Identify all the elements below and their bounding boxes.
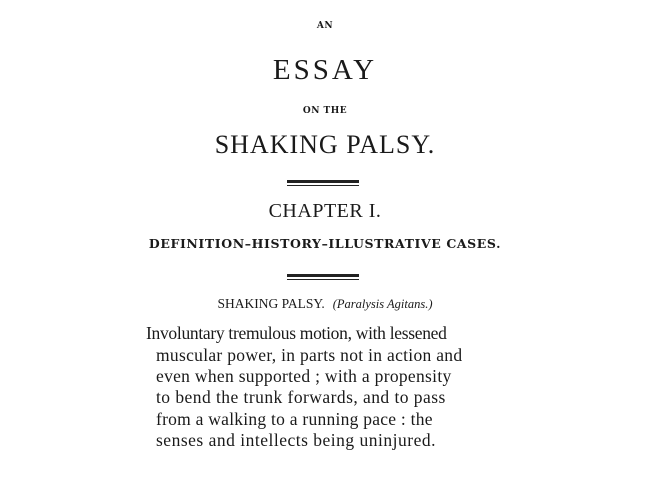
title-essay: ESSAY [272,54,378,86]
definition-line: senses and intellects being uninjured. [156,430,436,450]
title-on-the: ON THE [302,106,348,116]
double-rule-divider [287,180,359,186]
definition-line: from a walking to a running pace : the [156,409,433,429]
definition-line: muscular power, in parts not in action and [156,345,463,365]
section-heading-text: SHAKING PALSY. [217,296,325,311]
section-heading-latin: (Paralysis Agitans.) [332,297,433,311]
definition-line: Involuntary tremulous motion, with lessened [146,323,447,343]
definition-line: even when supported ; with a propensity [156,366,452,386]
section-heading [0,296,650,312]
double-rule-divider [287,274,359,280]
chapter-number: CHAPTER I. [268,200,382,222]
definition-line: to bend the trunk forwards, and to pass [156,387,446,407]
title-article: AN [316,21,334,31]
title-subject: SHAKING PALSY. [214,130,436,159]
chapter-subtitle: DEFINITION–HISTORY–ILLUSTRATIVE CASES. [148,236,502,251]
